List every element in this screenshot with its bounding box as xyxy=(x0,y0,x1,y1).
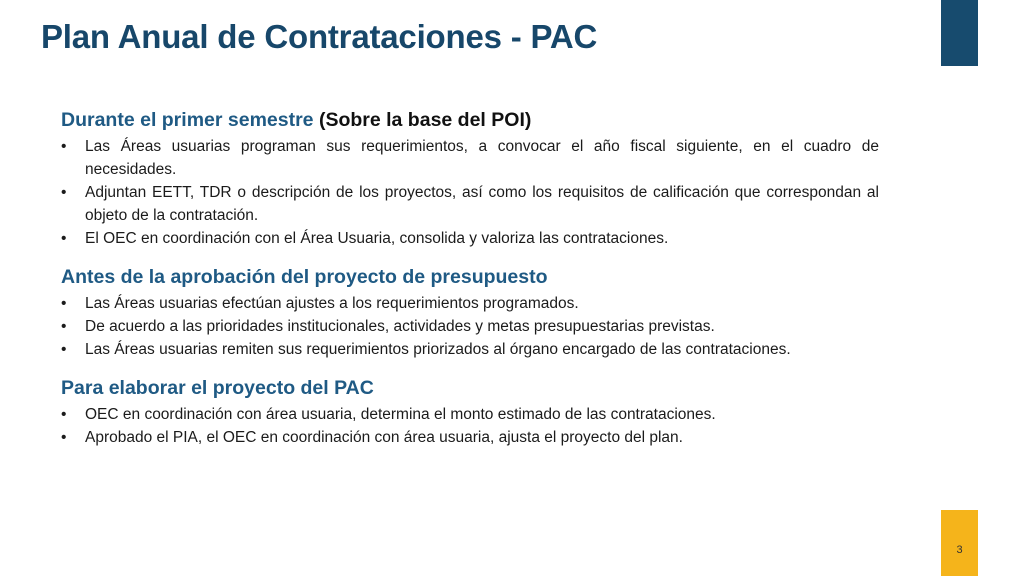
bullet-text: Las Áreas usuarias programan sus requerimientos, a convocar el año fiscal siguiente, en el cuadro de necesidades. xyxy=(85,138,879,178)
bullet-text: El OEC en coordinación con el Área Usuaria, consolida y valoriza las contrataciones. xyxy=(85,230,669,247)
bullet-item xyxy=(61,338,879,361)
section-heading: Para elaborar el proyecto del PAC xyxy=(61,377,374,399)
bullet-item xyxy=(61,135,879,181)
section-heading-text: Durante el primer semestre xyxy=(61,109,314,131)
accent-bar-top xyxy=(941,0,978,66)
page-number-box xyxy=(941,510,978,576)
bullet-text: OEC en coordinación con área usuaria, determina el monto estimado de las contrataciones. xyxy=(85,406,716,423)
bullet-item xyxy=(61,426,879,449)
section-heading-suffix: (Sobre la base del POI) xyxy=(318,109,532,131)
page-number: 3 xyxy=(956,544,963,556)
section-heading xyxy=(61,107,879,133)
bullet-marker: • xyxy=(61,318,67,335)
bullet-marker: • xyxy=(61,295,67,312)
bullet-item xyxy=(61,227,879,250)
bullet-item xyxy=(61,403,879,426)
bullet-marker: • xyxy=(61,138,67,155)
bullet-list xyxy=(61,292,879,361)
section-before-budget-approval xyxy=(61,264,879,361)
bullet-list xyxy=(61,403,879,449)
section-elaborate-pac xyxy=(61,375,879,449)
bullet-list xyxy=(61,135,879,250)
bullet-marker: • xyxy=(61,184,67,201)
bullet-text: Las Áreas usuarias remiten sus requerimientos priorizados al órgano encargado de las contrataciones. xyxy=(85,341,791,358)
bullet-text: De acuerdo a las prioridades institucionales, actividades y metas presupuestarias previstas. xyxy=(85,318,715,335)
bullet-text: Aprobado el PIA, el OEC en coordinación con área usuaria, ajusta el proyecto del plan. xyxy=(85,429,683,446)
bullet-item xyxy=(61,315,879,338)
bullet-marker: • xyxy=(61,429,67,446)
section-first-semester xyxy=(61,107,879,250)
bullet-marker: • xyxy=(61,230,67,247)
bullet-marker: • xyxy=(61,341,67,358)
bullet-text: Adjuntan EETT, TDR o descripción de los proyectos, así como los requisitos de calificación que correspondan al objeto de la contratación. xyxy=(85,184,879,224)
bullet-item xyxy=(61,292,879,315)
bullet-text: Las Áreas usuarias efectúan ajustes a los requerimientos programados. xyxy=(85,295,579,312)
slide-title: Plan Anual de Contrataciones - PAC xyxy=(41,18,598,55)
section-heading: Antes de la aprobación del proyecto de presupuesto xyxy=(61,266,548,288)
bullet-item xyxy=(61,181,879,227)
bullet-marker: • xyxy=(61,406,67,423)
slide-content xyxy=(61,107,879,463)
